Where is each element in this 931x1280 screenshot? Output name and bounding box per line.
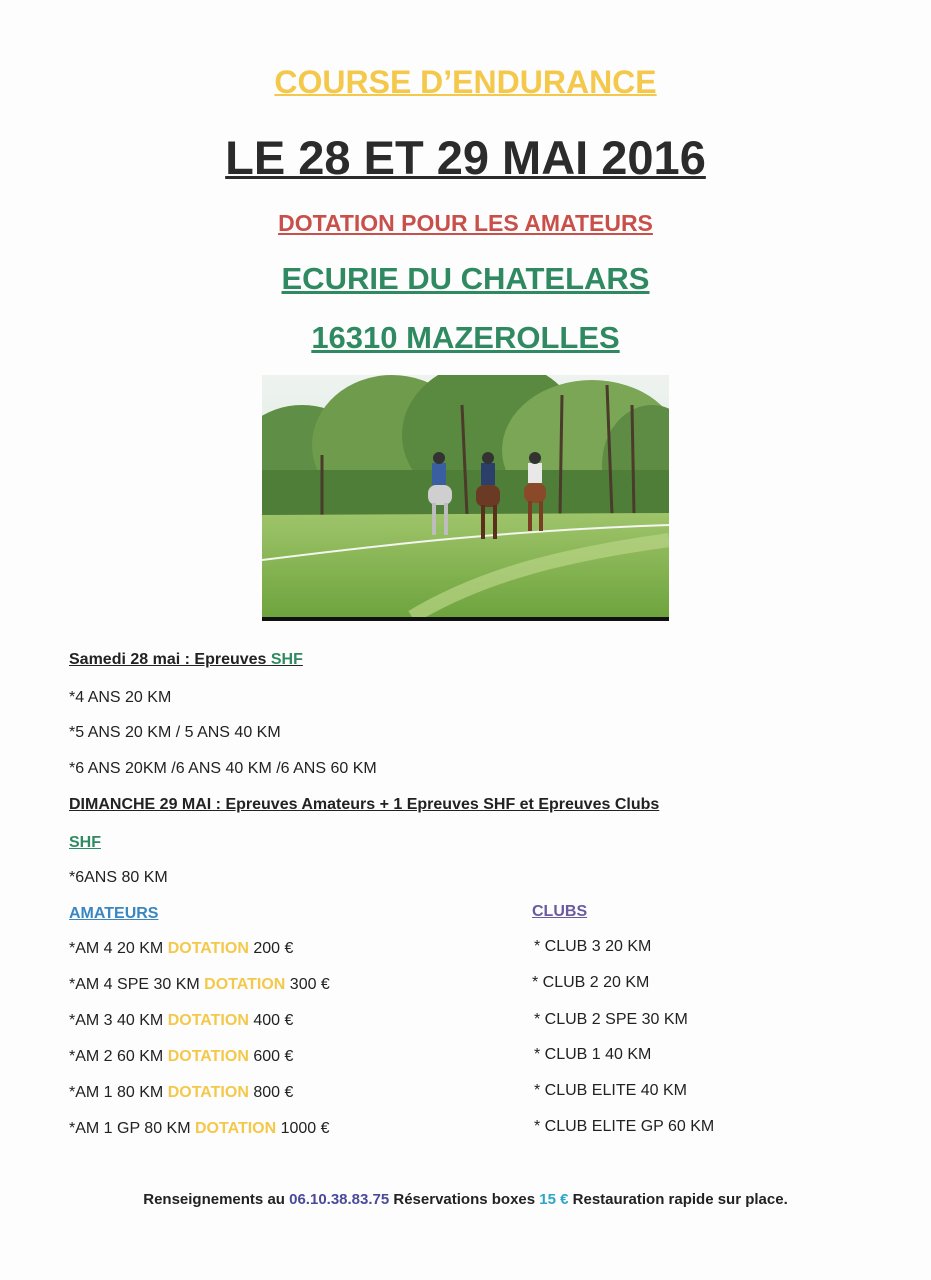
amateur-amount: 600 € bbox=[248, 1048, 294, 1065]
amateur-row bbox=[69, 1084, 293, 1102]
club-item: * CLUB ELITE GP 60 KM bbox=[534, 1118, 715, 1135]
club-item: * CLUB ELITE 40 KM bbox=[534, 1082, 687, 1099]
venue-town: 16310 MAZEROLLES bbox=[311, 320, 620, 355]
dotation-word: DOTATION bbox=[204, 976, 286, 993]
saturday-heading bbox=[69, 651, 303, 669]
footer-info bbox=[0, 1191, 931, 1208]
saturday-item-2: *5 ANS 20 KM / 5 ANS 40 KM bbox=[69, 724, 281, 741]
amateur-amount: 400 € bbox=[248, 1012, 294, 1029]
amateur-amount: 800 € bbox=[248, 1084, 294, 1101]
club-item: * CLUB 2 SPE 30 KM bbox=[534, 1011, 688, 1028]
dotation-word: DOTATION bbox=[167, 1012, 249, 1029]
boxes-price: 15 € bbox=[539, 1191, 569, 1208]
amateur-row bbox=[69, 1048, 293, 1066]
amateur-name: *AM 3 40 KM bbox=[69, 1012, 168, 1029]
amateur-row bbox=[69, 976, 330, 994]
saturday-item-3: *6 ANS 20KM /6 ANS 40 KM /6 ANS 60 KM bbox=[69, 760, 377, 777]
club-item: * CLUB 2 20 KM bbox=[532, 974, 650, 991]
amateur-amount: 200 € bbox=[248, 940, 294, 957]
amateur-name: *AM 1 GP 80 KM bbox=[69, 1120, 195, 1137]
club-item: * CLUB 1 40 KM bbox=[534, 1046, 652, 1063]
amateur-row bbox=[69, 1012, 293, 1030]
venue-name: ECURIE DU CHATELARS bbox=[281, 261, 650, 296]
saturday-heading-text: Samedi 28 mai : Epreuves bbox=[69, 651, 271, 668]
amateurs-label: AMATEURS bbox=[69, 905, 159, 922]
riders-photo bbox=[262, 375, 669, 621]
dotation-word: DOTATION bbox=[167, 940, 249, 957]
dotation-heading: DOTATION POUR LES AMATEURS bbox=[278, 210, 653, 236]
boxes-label: Réservations boxes bbox=[389, 1191, 540, 1208]
sunday-shf-item: *6ANS 80 KM bbox=[69, 869, 168, 886]
amateur-name: *AM 4 20 KM bbox=[69, 940, 168, 957]
amateur-row bbox=[69, 940, 293, 958]
event-title: COURSE D’ENDURANCE bbox=[274, 64, 657, 100]
info-label: Renseignements au bbox=[143, 1191, 290, 1208]
saturday-item-1: *4 ANS 20 KM bbox=[69, 689, 172, 706]
dotation-word: DOTATION bbox=[194, 1120, 277, 1137]
event-date: LE 28 ET 29 MAI 2016 bbox=[225, 131, 706, 184]
clubs-label: CLUBS bbox=[532, 903, 588, 920]
saturday-heading-tag: SHF bbox=[270, 651, 303, 668]
phone-number: 06.10.38.83.75 bbox=[289, 1191, 390, 1208]
amateur-name: *AM 4 SPE 30 KM bbox=[69, 976, 205, 993]
amateur-name: *AM 2 60 KM bbox=[69, 1048, 168, 1065]
amateur-row bbox=[69, 1120, 330, 1138]
club-item: * CLUB 3 20 KM bbox=[534, 938, 652, 955]
amateur-name: *AM 1 80 KM bbox=[69, 1084, 168, 1101]
dotation-word: DOTATION bbox=[167, 1084, 249, 1101]
amateur-amount: 300 € bbox=[285, 976, 330, 993]
sunday-shf-label: SHF bbox=[69, 834, 101, 851]
sunday-heading: DIMANCHE 29 MAI : Epreuves Amateurs + 1 Epreuves SHF et Epreuves Clubs bbox=[69, 796, 660, 813]
food-info: Restauration rapide sur place. bbox=[568, 1191, 788, 1208]
dotation-word: DOTATION bbox=[167, 1048, 249, 1065]
amateur-amount: 1000 € bbox=[276, 1120, 330, 1137]
